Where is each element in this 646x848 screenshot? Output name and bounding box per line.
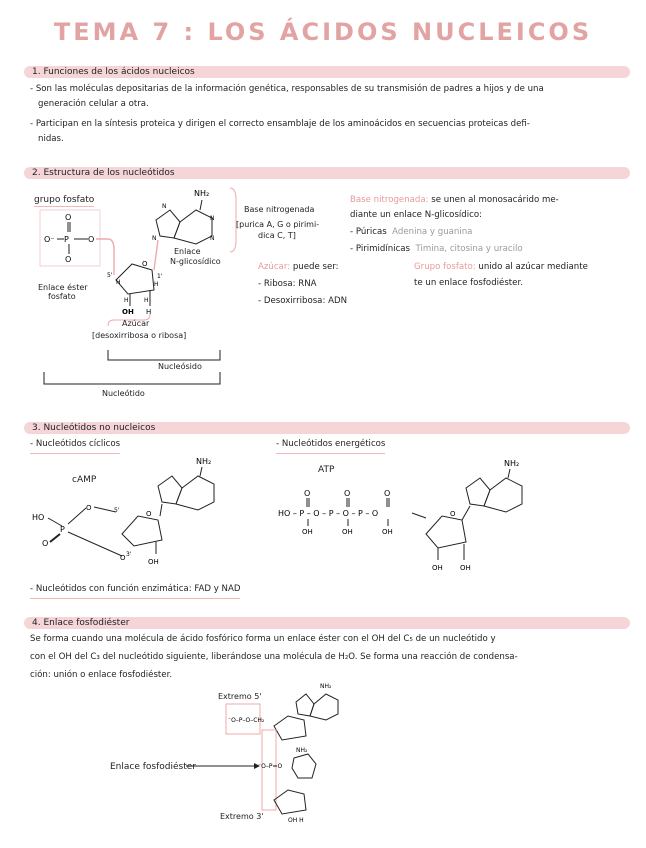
svg-text:O: O <box>142 260 148 268</box>
base-nitro-label-3: dica C, T] <box>258 231 296 240</box>
ciclicos-heading: - Nucleótidos cíclicos <box>30 437 120 454</box>
ribosa-line: - Ribosa: RNA <box>258 279 317 289</box>
s1-bullet-2a: - Participan en la síntesis proteica y dirigen el correcto ensamblaje de los aminoácidos en secuencias proteicas defi- <box>30 119 530 129</box>
desoxirribosa-line: - Desoxirribosa: ADN <box>258 296 347 306</box>
pirimidinicas-value: Timina, citosina y uracilo <box>415 244 523 254</box>
svg-text:N: N <box>162 203 167 210</box>
svg-text:O: O <box>42 539 49 548</box>
grupo-description <box>414 260 588 275</box>
nucleotido-label: Nucleótido <box>102 389 145 398</box>
base-title: Base nitrogenada: <box>350 195 429 205</box>
azucar-description <box>258 260 339 275</box>
svg-text:OH H: OH H <box>288 817 304 824</box>
s4-paragraph-1: Se forma cuando una molécula de ácido fosfórico forma un enlace éster con el OH del C₅ de un nucleótido y <box>30 634 496 644</box>
svg-text:NH₂: NH₂ <box>196 457 212 466</box>
svg-text:OH: OH <box>342 528 353 536</box>
svg-text:O: O <box>65 255 72 264</box>
svg-text:OH: OH <box>432 564 443 572</box>
azucar-label-2: [desoxirribosa o ribosa] <box>92 331 187 340</box>
svg-text:H: H <box>124 297 129 304</box>
s1-bullet-1a: - Son las moléculas depositarias de la información genética, responsables de su transmisión de padres a hijos y de una <box>30 84 544 94</box>
svg-text:OH: OH <box>148 558 159 566</box>
azucar-label: Azúcar <box>122 319 150 328</box>
svg-text:NH₂: NH₂ <box>194 189 210 198</box>
svg-text:5': 5' <box>107 272 113 279</box>
phosphodiester-chain-diagram <box>196 683 346 830</box>
puricas-value: Adenina y guanina <box>392 227 473 237</box>
svg-text:NH₂: NH₂ <box>320 683 332 690</box>
svg-text:H: H <box>154 281 159 288</box>
svg-text:OH: OH <box>302 528 313 536</box>
camp-structure <box>30 450 230 575</box>
puricas-label: - Púricas <box>350 227 387 237</box>
extremo-3-label: Extremo 3' <box>220 812 264 821</box>
enzimatica-line: - Nucleótidos con función enzimática: FAD y NAD <box>30 582 240 599</box>
svg-text:O: O <box>450 510 456 518</box>
svg-text:O: O <box>65 213 72 222</box>
svg-text:O⁻: O⁻ <box>44 235 55 244</box>
s1-bullet-2b: nidas. <box>38 134 64 144</box>
azucar-text: puede ser: <box>290 262 339 272</box>
svg-text:⁻O–P–O–CH₂: ⁻O–P–O–CH₂ <box>228 717 265 724</box>
svg-text:O: O <box>88 235 95 244</box>
svg-text:P: P <box>64 235 69 244</box>
svg-text:5': 5' <box>114 507 120 514</box>
enlace-n-label: Enlace <box>174 247 201 256</box>
svg-text:O: O <box>384 489 391 498</box>
nucleosido-label: Nucleósido <box>158 362 202 371</box>
page-title: TEMA 7 : LOS ÁCIDOS NUCLEICOS <box>53 18 593 46</box>
pirimidinicas-line <box>350 242 523 257</box>
section-1-heading: 1. Funciones de los ácidos nucleicos <box>32 67 195 77</box>
svg-text:NH₂: NH₂ <box>296 747 308 754</box>
svg-text:O: O <box>86 504 92 512</box>
svg-text:P: P <box>60 525 65 534</box>
svg-text:H: H <box>116 279 121 286</box>
s4-paragraph-3: ción: unión o enlace fosfodiéster. <box>30 670 173 680</box>
grupo-title: Grupo fosfato: <box>414 262 476 272</box>
svg-text:O: O <box>344 489 351 498</box>
base-text-1: se unen al monosacárido me- <box>428 195 559 205</box>
grupo-text-2: te un enlace fosfodiéster. <box>414 278 523 288</box>
atp-structure <box>276 450 536 575</box>
puricas-line <box>350 225 472 240</box>
svg-text:OH: OH <box>382 528 393 536</box>
svg-text:H: H <box>146 308 152 316</box>
base-nitro-label-2: [purica A, G o pirimi- <box>236 220 320 229</box>
enlace-ester-label-2: fosfato <box>48 292 76 301</box>
svg-text:N: N <box>210 235 215 242</box>
svg-text:N: N <box>210 215 215 222</box>
camp-label: cAMP <box>72 475 97 485</box>
svg-text:OH: OH <box>460 564 471 572</box>
svg-text:HO: HO <box>32 513 45 522</box>
svg-text:O: O <box>304 489 311 498</box>
pirimidinicas-label: - Pirimidínicas <box>350 244 411 254</box>
extremo-5-label: Extremo 5' <box>218 692 262 701</box>
enlace-fosfodiester-label: Enlace fosfodiéster <box>110 762 196 772</box>
atp-label: ATP <box>318 465 335 475</box>
section-4-heading: 4. Enlace fosfodiéster <box>32 618 130 628</box>
grupo-text-1: unido al azúcar mediante <box>475 262 588 272</box>
svg-text:NH₂: NH₂ <box>504 459 520 468</box>
base-description <box>350 193 559 208</box>
section-2-heading: 2. Estructura de los nucleótidos <box>32 168 175 178</box>
base-nitro-label: Base nitrogenada <box>244 205 315 214</box>
svg-text:N: N <box>152 235 157 242</box>
s1-bullet-1b: generación celular a otra. <box>38 99 149 109</box>
svg-text:⁻O–P=O: ⁻O–P=O <box>258 763 283 770</box>
svg-text:3': 3' <box>126 551 132 558</box>
svg-text:H: H <box>144 297 149 304</box>
section-3-heading: 3. Nucleótidos no nucleicos <box>32 423 156 433</box>
svg-text:O: O <box>120 554 126 562</box>
energeticos-heading: - Nucleótidos energéticos <box>276 437 385 454</box>
azucar-title: Azúcar: <box>258 262 291 272</box>
enlace-n-label-2: N-glicosídico <box>170 257 221 266</box>
base-text-2: diante un enlace N-glicosídico: <box>350 210 483 220</box>
svg-text:HO – P – O – P – O – P – O: HO – P – O – P – O – P – O <box>278 509 379 518</box>
enlace-ester-label: Enlace éster <box>38 283 88 292</box>
svg-text:OH: OH <box>122 308 134 316</box>
svg-text:1': 1' <box>157 273 163 280</box>
svg-text:O: O <box>146 510 152 518</box>
grupo-fosfato-label: grupo fosfato <box>34 195 95 205</box>
s4-paragraph-2: con el OH del C₃ del nucleótido siguiente, liberándose una molécula de H₂O. Se forma una reacción de condensa- <box>30 652 518 662</box>
